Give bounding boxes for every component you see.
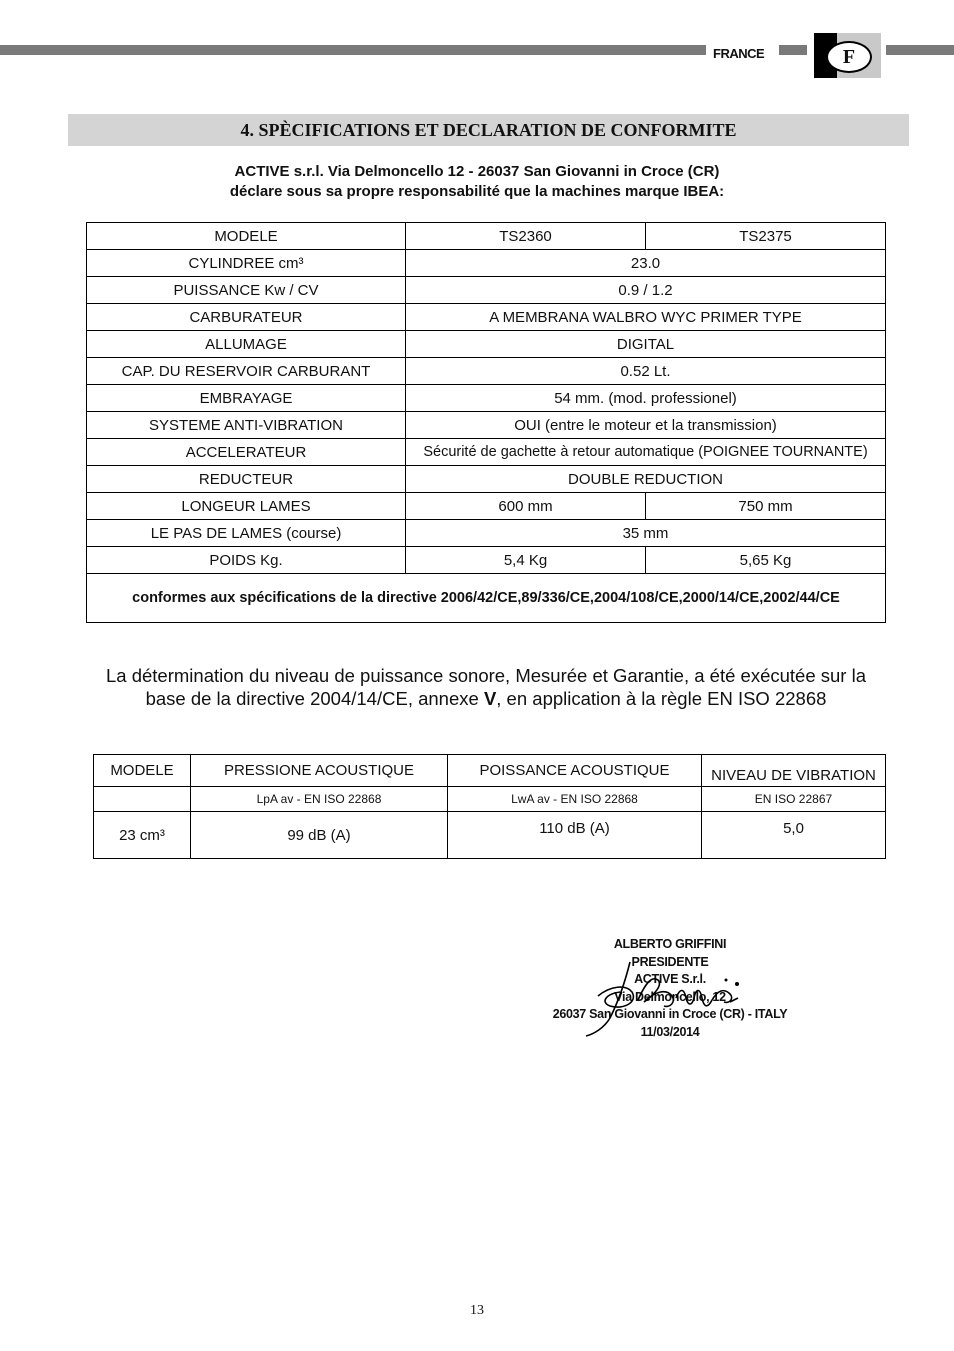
sound-statement-line1: La détermination du niveau de puissance sonore, Mesurée et Garantie, a été exécutée sur la [106, 665, 866, 686]
spec-value: Sécurité de gachette à retour automatique (POIGNEE TOURNANTE) [406, 439, 886, 466]
table-cell: 23 cm³ [94, 812, 191, 859]
model-b: TS2375 [646, 223, 886, 250]
annex-letter: V [483, 688, 497, 709]
table-row [87, 439, 886, 466]
spec-label: CYLINDREE cm³ [87, 250, 406, 277]
table-row [87, 412, 886, 439]
sound-statement [80, 664, 892, 710]
section-title: 4. SPÈCIFICATIONS ET DECLARATION DE CONFORMITE [68, 114, 909, 146]
spec-value: 23.0 [406, 250, 886, 277]
table-row [87, 547, 886, 574]
header-rule-mid [779, 45, 807, 55]
table-row [87, 520, 886, 547]
spec-value: A MEMBRANA WALBRO WYC PRIMER TYPE [406, 304, 886, 331]
sub-header: EN ISO 22867 [702, 787, 886, 812]
table-row [87, 385, 886, 412]
company-name: ACTIVE S.r.l. [634, 972, 706, 986]
table-cell: 110 dB (A) [448, 812, 702, 859]
spec-value: 0.9 / 1.2 [406, 277, 886, 304]
declaration-date: 11/03/2014 [640, 1024, 700, 1039]
spec-value: OUI (entre le moteur et la transmission) [406, 412, 886, 439]
spec-value: DIGITAL [406, 331, 886, 358]
specifications-table [86, 222, 886, 623]
intro-address: ACTIVE s.r.l. Via Delmoncello 12 - 26037 San Giovanni in Croce (CR) [234, 163, 720, 180]
spec-label: CAP. DU RESERVOIR CARBURANT [87, 358, 406, 385]
spec-label: REDUCTEUR [87, 466, 406, 493]
spec-value: 5,4 Kg [406, 547, 646, 574]
spec-label: EMBRAYAGE [87, 385, 406, 412]
spec-value: 5,65 Kg [646, 547, 886, 574]
spec-label: MODELE [87, 223, 406, 250]
header-rule-right [886, 45, 954, 55]
company-city: 26037 San Giovanni in Croce (CR) - ITALY [552, 1007, 788, 1021]
company-street: Via Delmoncello, 12 [614, 989, 726, 1004]
table-row [87, 277, 886, 304]
signer-name: ALBERTO GRIFFINI [613, 937, 727, 951]
language-badge: F [826, 41, 872, 73]
table-row [94, 787, 886, 812]
sound-table [93, 754, 886, 859]
header-rule-left [0, 45, 706, 55]
table-cell: 5,0 [702, 812, 886, 859]
statement-text: , en application à la règle EN ISO 22868 [496, 688, 827, 709]
spec-label: CARBURATEUR [87, 304, 406, 331]
table-row [94, 755, 886, 787]
column-header: NIVEAU DE VIBRATION [702, 755, 886, 787]
table-row [87, 493, 886, 520]
spec-value: 0.52 Lt. [406, 358, 886, 385]
handwritten-signature [580, 958, 750, 1040]
table-row [87, 466, 886, 493]
spec-value: 600 mm [406, 493, 646, 520]
column-header: PRESSIONE ACOUSTIQUE [191, 755, 448, 787]
table-row [87, 250, 886, 277]
signer-role: PRESIDENTE [631, 954, 709, 969]
table-row [87, 304, 886, 331]
spec-value: 35 mm [406, 520, 886, 547]
table-row [87, 358, 886, 385]
sub-header [94, 787, 191, 812]
table-row [87, 574, 886, 623]
page-number: 13 [470, 1303, 484, 1318]
table-row [87, 331, 886, 358]
spec-label: SYSTEME ANTI-VIBRATION [87, 412, 406, 439]
language-label: FRANCE [713, 46, 765, 61]
column-header: POISSANCE ACOUSTIQUE [448, 755, 702, 787]
table-cell: 99 dB (A) [191, 812, 448, 859]
spec-label: PUISSANCE Kw / CV [87, 277, 406, 304]
spec-value: 54 mm. (mod. professionel) [406, 385, 886, 412]
statement-text: base de la directive 2004/14/CE, annexe [145, 688, 484, 709]
sub-header: LpA av - EN ISO 22868 [191, 787, 448, 812]
spec-label: LONGEUR LAMES [87, 493, 406, 520]
spec-label: POIDS Kg. [87, 547, 406, 574]
intro-declaration: déclare sous sa propre responsabilité que la machines marque IBEA: [229, 183, 725, 200]
spec-label: ACCELERATEUR [87, 439, 406, 466]
table-row [87, 223, 886, 250]
spec-label: LE PAS DE LAMES (course) [87, 520, 406, 547]
sound-statement-line2 [80, 687, 892, 710]
table-row [94, 812, 886, 859]
conformity-statement: conformes aux spécifications de la directive 2006/42/CE,89/336/CE,2004/108/CE,2000/14/CE,2002/44/CE [87, 574, 886, 623]
spec-value: DOUBLE REDUCTION [406, 466, 886, 493]
sub-header: LwA av - EN ISO 22868 [448, 787, 702, 812]
model-a: TS2360 [406, 223, 646, 250]
spec-value: 750 mm [646, 493, 886, 520]
column-header: MODELE [94, 755, 191, 787]
spec-label: ALLUMAGE [87, 331, 406, 358]
